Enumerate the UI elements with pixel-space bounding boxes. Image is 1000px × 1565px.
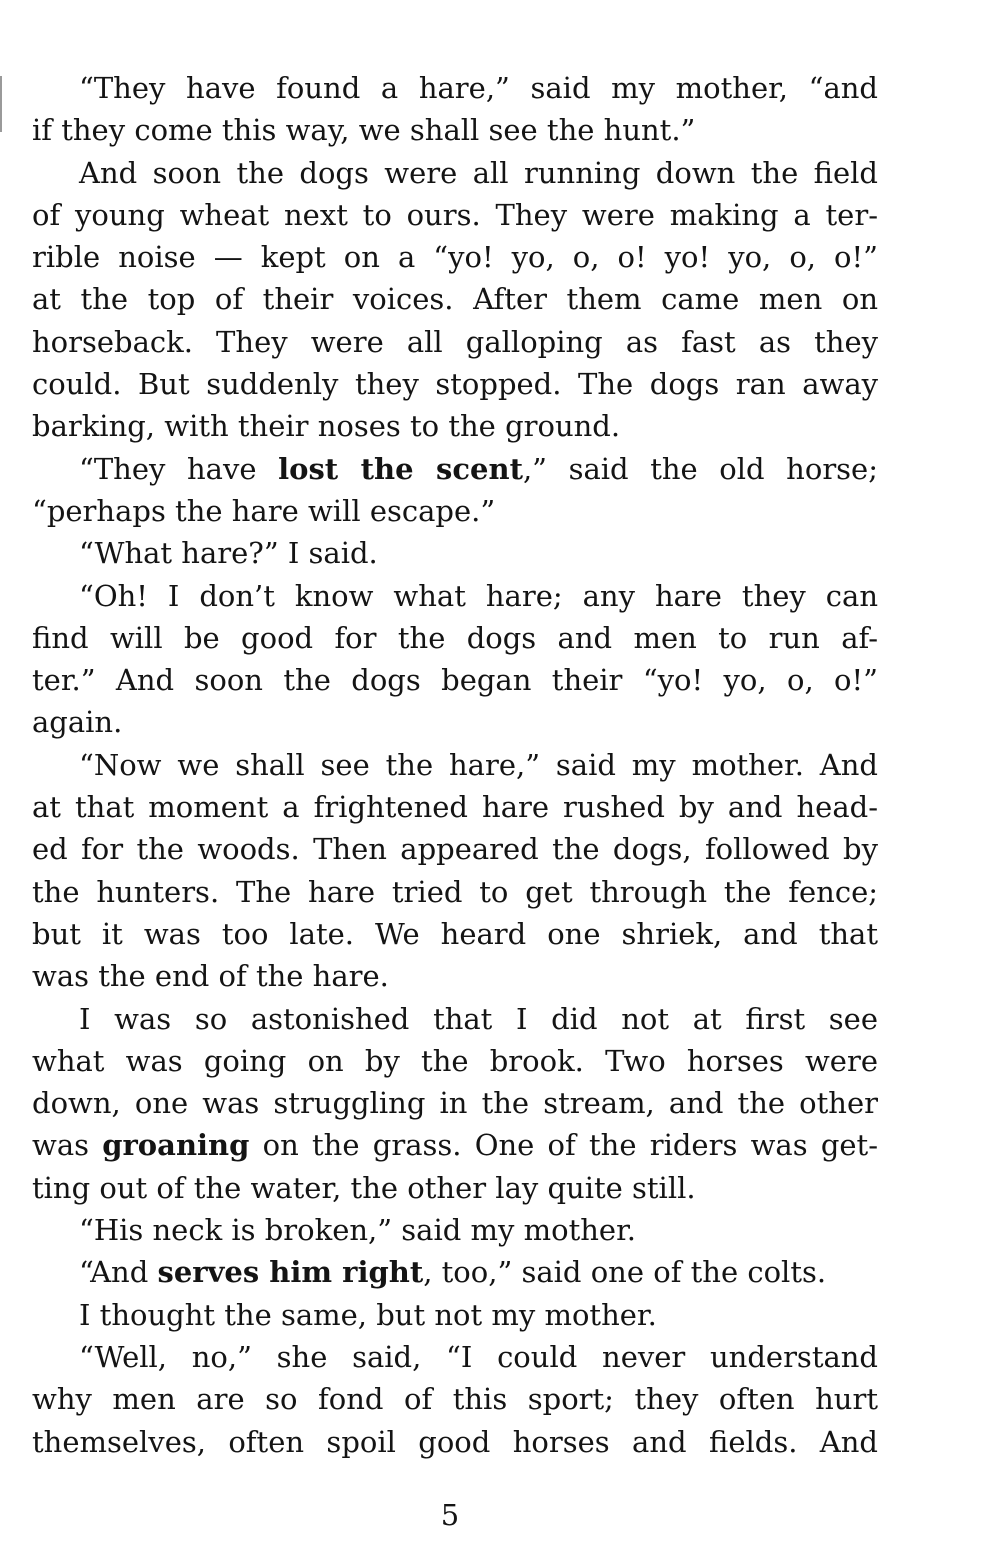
text-line: could. But suddenly they stopped. The dogs ran away [32, 367, 878, 402]
scan-edge-mark [0, 76, 2, 132]
text-line: “Now we shall see the hare,” said my mother. And [79, 747, 878, 782]
text-line: horseback. They were all galloping as fast as they [32, 324, 878, 359]
paragraph [32, 998, 878, 1209]
text-line: “What hare?” I said. [79, 536, 378, 571]
bold-term: lost the scent [278, 451, 523, 486]
text-segment: , too,” said one of the colts. [423, 1255, 827, 1290]
text-line: at that moment a frightened hare rushed by and head- [32, 790, 878, 825]
paragraph [32, 532, 878, 574]
text-line: themselves, often spoil good horses and fields. And [32, 1424, 878, 1459]
text-line [32, 1251, 878, 1293]
body-text [32, 67, 878, 1463]
text-line: barking, with their noses to the ground. [32, 409, 621, 444]
text-line: was the end of the hare. [32, 959, 389, 994]
text-line: I thought the same, but not my mother. [79, 1297, 657, 1332]
text-segment: ,” said the old horse; [522, 451, 878, 486]
text-line: of young wheat next to ours. They were making a ter- [32, 197, 878, 232]
paragraph [32, 744, 878, 998]
text-segment: on the grass. One of the riders was get- [249, 1128, 878, 1163]
text-segment: “They have [79, 451, 279, 486]
text-line [32, 448, 878, 490]
text-line: “perhaps the hare will escape.” [32, 493, 496, 528]
text-line: the hunters. The hare tried to get through the fence; [32, 874, 878, 909]
text-line: again. [32, 705, 123, 740]
text-line: if they come this way, we shall see the hunt.” [32, 113, 696, 148]
text-line: And soon the dogs were all running down the field [79, 155, 878, 190]
paragraph [32, 1251, 878, 1293]
paragraph [32, 448, 878, 533]
text-line: rible noise — kept on a “yo! yo, o, o! yo! yo, o, o!” [32, 240, 878, 275]
text-segment: was [32, 1128, 103, 1163]
text-line [32, 1124, 878, 1166]
page-number: 5 [440, 1498, 460, 1532]
paragraph [32, 1209, 878, 1251]
text-line: but it was too late. We heard one shriek, and that [32, 916, 878, 951]
text-line: find will be good for the dogs and men to run af- [32, 620, 878, 655]
paragraph [32, 152, 878, 448]
bold-term: groaning [102, 1128, 250, 1163]
text-line: what was going on by the brook. Two horses were [32, 1043, 878, 1078]
text-line: ter.” And soon the dogs began their “yo! yo, o, o!” [32, 663, 878, 698]
text-line: at the top of their voices. After them came men on [32, 282, 878, 317]
text-line: “Oh! I don’t know what hare; any hare they can [79, 578, 878, 613]
text-line: ed for the woods. Then appeared the dogs, followed by [32, 832, 878, 867]
text-line: “His neck is broken,” said my mother. [79, 1213, 636, 1248]
paragraph [32, 575, 878, 744]
bold-term: serves him right [157, 1255, 424, 1290]
paragraph [32, 1336, 878, 1463]
text-line: down, one was struggling in the stream, and the other [32, 1086, 878, 1121]
text-segment: “And [79, 1255, 158, 1290]
text-line: “Well, no,” she said, “I could never understand [79, 1339, 878, 1374]
paragraph [32, 67, 878, 152]
text-line: “They have found a hare,” said my mother, “and [79, 71, 878, 105]
text-line: I was so astonished that I did not at first see [79, 1001, 878, 1036]
text-line: ting out of the water, the other lay quite still. [32, 1170, 696, 1205]
paragraph [32, 1294, 878, 1336]
text-line: why men are so fond of this sport; they often hurt [32, 1382, 878, 1417]
